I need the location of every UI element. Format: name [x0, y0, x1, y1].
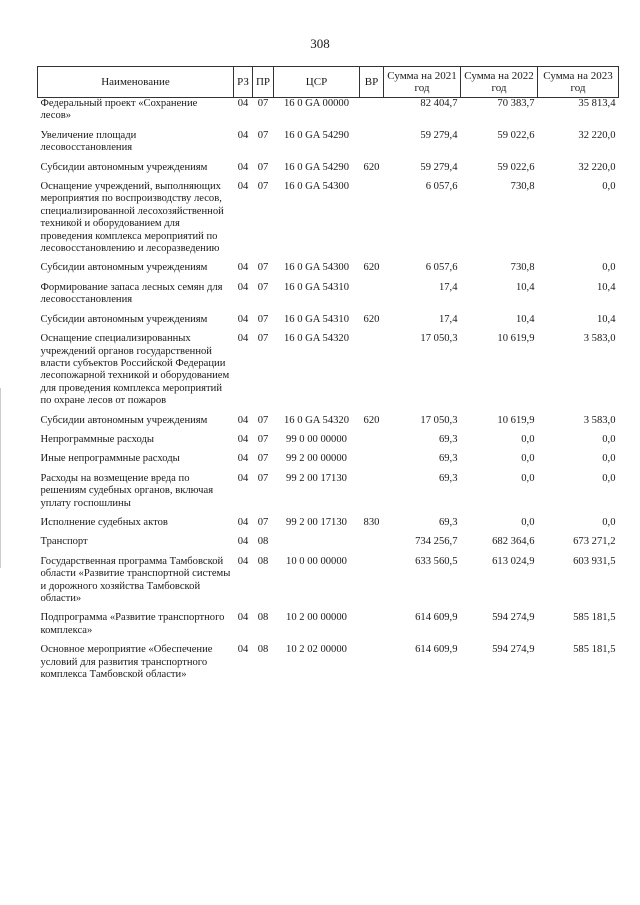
- header-sum-2022: Сумма на 2022 год: [461, 67, 538, 98]
- cell-sum-2022: 59 022,6: [497, 161, 535, 173]
- cell-pr: 08: [257, 644, 269, 656]
- cell-sum-2022: 594 274,9: [492, 644, 535, 656]
- cell-name: Государственная программа Тамбовской области «Развитие транспортной системы и дорожного хозяйства Тамбовской области»: [40, 555, 231, 604]
- cell-csr: 16 0 GA 54320: [283, 333, 350, 345]
- cell-csr: 99 2 00 17130: [286, 472, 347, 484]
- cell-sum-2021: 69,3: [438, 516, 458, 528]
- cell-vr: [360, 181, 384, 262]
- cell-vr: 830: [363, 516, 380, 528]
- cell-name: Увеличение площади лесовосстановления: [40, 129, 137, 154]
- cell-sum-2023: 585 181,5: [573, 612, 616, 624]
- cell-name: Расходы на возмещение вреда по решениям судебных органов, включая уплату госпошлины: [40, 472, 214, 509]
- cell-rz: 04: [237, 333, 249, 345]
- cell-vr: [360, 333, 384, 414]
- cell-rz: 04: [237, 98, 249, 109]
- cell-sum-2021: 614 609,9: [415, 644, 458, 656]
- cell-rz: 04: [237, 414, 249, 426]
- cell-csr: 10 2 00 00000: [286, 612, 347, 624]
- cell-pr: 07: [257, 181, 269, 193]
- cell-sum-2021: 82 404,7: [420, 98, 458, 109]
- cell-sum-2023: 603 931,5: [573, 555, 616, 567]
- table-row: [38, 98, 619, 130]
- cell-rz: 04: [237, 472, 249, 484]
- cell-sum-2021: 6 057,6: [425, 181, 458, 193]
- table-row: [38, 434, 619, 453]
- cell-pr: 07: [257, 129, 269, 141]
- cell-vr: [360, 453, 384, 472]
- header-pr: ПР: [253, 67, 274, 98]
- cell-name: Транспорт: [40, 536, 88, 548]
- header-vr: ВР: [360, 67, 384, 98]
- cell-sum-2022: 730,8: [510, 181, 535, 193]
- cell-sum-2022: 682 364,6: [492, 536, 535, 548]
- cell-sum-2021: 6 057,6: [425, 262, 458, 274]
- cell-name: Оснащение специализированных учреждений органов государственной власти субъектов Российской Федерации лесопожарной техникой и оборудованием для проведения комплекса мероприятий по охране лесов от пожаров: [40, 333, 230, 407]
- cell-sum-2023: 0,0: [602, 433, 616, 445]
- cell-sum-2023: 673 271,2: [573, 536, 616, 548]
- cell-name: Непрограммные расходы: [40, 433, 154, 445]
- cell-sum-2023: 10,4: [596, 313, 616, 325]
- cell-csr: 16 0 GA 00000: [283, 98, 350, 109]
- cell-name: Федеральный проект «Сохранение лесов»: [40, 98, 198, 122]
- cell-sum-2022: 594 274,9: [492, 612, 535, 624]
- cell-rz: 04: [237, 433, 249, 445]
- table-row: [38, 181, 619, 262]
- cell-sum-2023: 3 583,0: [583, 414, 616, 426]
- header-sum-2023: Сумма на 2023 год: [538, 67, 619, 98]
- cell-vr: [360, 434, 384, 453]
- cell-sum-2022: 59 022,6: [497, 129, 535, 141]
- cell-csr: 16 0 GA 54310: [283, 281, 350, 293]
- cell-name: Субсидии автономным учреждениям: [40, 161, 208, 173]
- cell-sum-2022: 10 619,9: [497, 414, 535, 426]
- cell-sum-2022: 0,0: [521, 433, 535, 445]
- cell-sum-2023: 0,0: [602, 516, 616, 528]
- cell-sum-2022: 613 024,9: [492, 555, 535, 567]
- cell-pr: 07: [257, 313, 269, 325]
- cell-rz: 04: [237, 262, 249, 274]
- cell-sum-2023: 32 220,0: [578, 129, 616, 141]
- table-body: [38, 98, 619, 689]
- cell-sum-2021: 633 560,5: [415, 555, 458, 567]
- cell-sum-2023: 10,4: [596, 281, 616, 293]
- cell-csr: 16 0 GA 54290: [283, 161, 350, 173]
- cell-sum-2021: 17 050,3: [420, 333, 458, 345]
- cell-pr: 07: [257, 453, 269, 465]
- cell-vr: [360, 612, 384, 644]
- cell-rz: 04: [237, 555, 249, 567]
- cell-sum-2022: 730,8: [510, 262, 535, 274]
- cell-vr: 620: [363, 414, 380, 426]
- cell-sum-2021: 734 256,7: [415, 536, 458, 548]
- cell-sum-2021: 614 609,9: [415, 612, 458, 624]
- cell-sum-2023: 585 181,5: [573, 644, 616, 656]
- cell-rz: 04: [237, 536, 249, 548]
- cell-pr: 07: [257, 98, 269, 109]
- table-row: [38, 644, 619, 688]
- cell-sum-2022: 0,0: [521, 472, 535, 484]
- table-row: [38, 314, 619, 333]
- cell-pr: 08: [257, 536, 269, 548]
- cell-sum-2023: 32 220,0: [578, 161, 616, 173]
- page-number: 308: [310, 36, 330, 51]
- cell-csr: 99 2 00 00000: [286, 453, 347, 465]
- table-row: [38, 612, 619, 644]
- cell-sum-2022: 70 383,7: [497, 98, 535, 109]
- table-header-row: [38, 67, 619, 98]
- cell-pr: 07: [257, 161, 269, 173]
- cell-csr: 99 2 00 17130: [286, 516, 347, 528]
- cell-sum-2023: 0,0: [602, 262, 616, 274]
- cell-csr: 16 0 GA 54290: [283, 129, 350, 141]
- cell-vr: [360, 282, 384, 314]
- cell-csr: 10 2 02 00000: [286, 644, 347, 656]
- table-row: [38, 130, 619, 162]
- table-row: [38, 415, 619, 434]
- table-row: [38, 556, 619, 613]
- cell-vr: [360, 473, 384, 517]
- cell-vr: 620: [363, 313, 380, 325]
- cell-sum-2023: 0,0: [602, 453, 616, 465]
- cell-name: Субсидии автономным учреждениям: [40, 313, 208, 325]
- cell-name: Исполнение судебных актов: [40, 516, 168, 528]
- cell-vr: [360, 536, 384, 555]
- cell-pr: 07: [257, 281, 269, 293]
- cell-vr: 620: [363, 262, 380, 274]
- table-row: [38, 262, 619, 281]
- cell-vr: [360, 644, 384, 688]
- cell-sum-2021: 69,3: [438, 453, 458, 465]
- cell-pr: 08: [257, 555, 269, 567]
- cell-sum-2023: 3 583,0: [583, 333, 616, 345]
- table-row: [38, 536, 619, 555]
- cell-name: Оснащение учреждений, выполняющих мероприятия по воспроизводству лесов, специализированной лесохозяйственной техникой и оборудованием для проведения комплекса мероприятий по лесовосстановлению и лесоразведению: [40, 181, 224, 255]
- cell-sum-2022: 0,0: [521, 516, 535, 528]
- cell-sum-2022: 10,4: [515, 313, 535, 325]
- cell-pr: 07: [257, 262, 269, 274]
- cell-pr: 08: [257, 612, 269, 624]
- scan-edge-mark: [0, 388, 3, 568]
- cell-sum-2021: 59 279,4: [420, 161, 458, 173]
- cell-rz: 04: [237, 612, 249, 624]
- cell-name: Субсидии автономным учреждениям: [40, 262, 208, 274]
- cell-rz: 04: [237, 129, 249, 141]
- cell-csr: 99 0 00 00000: [286, 433, 347, 445]
- cell-csr: 16 0 GA 54300: [283, 181, 350, 193]
- cell-rz: 04: [237, 281, 249, 293]
- cell-pr: 07: [257, 433, 269, 445]
- cell-pr: 07: [257, 414, 269, 426]
- cell-csr: 16 0 GA 54310: [283, 313, 350, 325]
- table-row: [38, 453, 619, 472]
- header-name: Наименование: [38, 67, 234, 98]
- cell-sum-2021: 69,3: [438, 433, 458, 445]
- cell-sum-2021: 17,4: [438, 281, 458, 293]
- cell-vr: [360, 98, 384, 130]
- cell-rz: 04: [237, 453, 249, 465]
- cell-name: Основное мероприятие «Обеспечение условий для развития транспортного комплекса Тамбовской области»: [40, 644, 213, 681]
- cell-sum-2023: 35 813,4: [578, 98, 616, 109]
- cell-rz: 04: [237, 644, 249, 656]
- cell-pr: 07: [257, 472, 269, 484]
- cell-csr: [274, 536, 360, 555]
- table-row: [38, 473, 619, 517]
- table-row: [38, 162, 619, 181]
- cell-sum-2021: 59 279,4: [420, 129, 458, 141]
- cell-rz: 04: [237, 313, 249, 325]
- cell-sum-2021: 69,3: [438, 472, 458, 484]
- cell-csr: 16 0 GA 54320: [283, 414, 350, 426]
- cell-sum-2022: 10,4: [515, 281, 535, 293]
- cell-sum-2022: 0,0: [521, 453, 535, 465]
- cell-vr: 620: [363, 161, 380, 173]
- cell-name: Иные непрограммные расходы: [40, 453, 180, 465]
- table-row: [38, 282, 619, 314]
- cell-name: Субсидии автономным учреждениям: [40, 414, 208, 426]
- cell-csr: 10 0 00 00000: [286, 555, 347, 567]
- cell-sum-2023: 0,0: [602, 472, 616, 484]
- cell-rz: 04: [237, 181, 249, 193]
- cell-vr: [360, 556, 384, 613]
- header-csr: ЦСР: [274, 67, 360, 98]
- cell-pr: 07: [257, 333, 269, 345]
- cell-pr: 07: [257, 516, 269, 528]
- cell-rz: 04: [237, 161, 249, 173]
- cell-vr: [360, 130, 384, 162]
- cell-rz: 04: [237, 516, 249, 528]
- table-row: [38, 517, 619, 536]
- header-rz: РЗ: [234, 67, 253, 98]
- cell-sum-2022: 10 619,9: [497, 333, 535, 345]
- header-sum-2021: Сумма на 2021 год: [384, 67, 461, 98]
- cell-sum-2023: 0,0: [602, 181, 616, 193]
- cell-csr: 16 0 GA 54300: [283, 262, 350, 274]
- table-row: [38, 333, 619, 414]
- budget-table: [37, 66, 619, 688]
- cell-sum-2021: 17,4: [438, 313, 458, 325]
- cell-name: Подпрограмма «Развитие транспортного комплекса»: [40, 612, 225, 636]
- cell-sum-2021: 17 050,3: [420, 414, 458, 426]
- cell-name: Формирование запаса лесных семян для лесовосстановления: [40, 281, 223, 306]
